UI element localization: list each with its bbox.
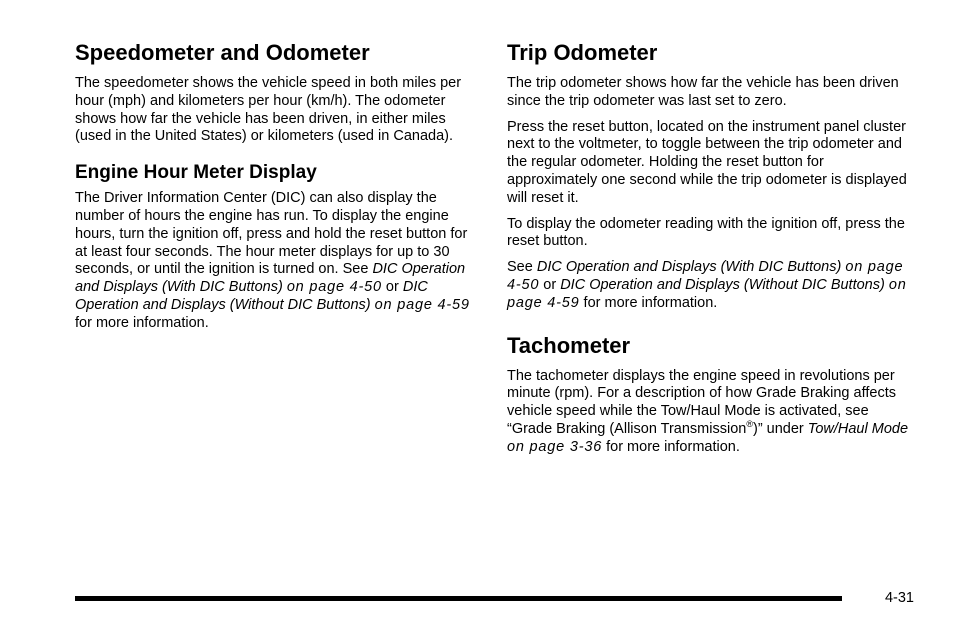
section-title-trip-odometer: Trip Odometer bbox=[507, 40, 658, 65]
section-title-tachometer: Tachometer bbox=[507, 332, 631, 358]
section-title-engine-hour-meter: Engine Hour Meter Display bbox=[75, 162, 317, 184]
left-column bbox=[75, 38, 475, 341]
tachometer-paragraph: The tachometer displays the engine speed in revolutions per minute (rpm). For a description of how Grade Braking affects vehicle speed while the Tow/Haul Mode is activated, see “Grade Braking (Allison Transmission®)” under Tow/Haul Mode on page 3-36 for more information. bbox=[507, 367, 909, 455]
cross-reference-dic-with-buttons[interactable]: DIC Operation and Displays (With DIC Buttons) on page 4-50 bbox=[507, 259, 904, 293]
cross-reference-tow-haul-mode[interactable]: Tow/Haul Mode on page 3-36 bbox=[507, 420, 909, 455]
right-column bbox=[507, 38, 912, 465]
trip-paragraph-3: To display the odometer reading with the ignition off, press the reset button. bbox=[507, 215, 905, 250]
trip-paragraph-1: The trip odometer shows how far the vehicle has been driven since the trip odometer was last set to zero. bbox=[507, 75, 899, 109]
engine-hour-paragraph: The Driver Information Center (DIC) can also display the number of hours the engine has run. To display the engine hours, turn the ignition off, press and hold the reset button for at least four seconds. The hour meter displays for up to 30 seconds, or until the ignition is turned on. See DIC Operation and Displays (With DIC Buttons) on page 4-50 or DIC Operation and Displays (Without DIC Buttons) on page 4-59 for more information. bbox=[75, 190, 470, 331]
cross-reference-dic-with-buttons[interactable]: DIC Operation and Displays (With DIC Buttons) on page 4-50 bbox=[75, 261, 466, 296]
page-number: 4-31 bbox=[884, 590, 914, 606]
speedometer-paragraph: The speedometer shows the vehicle speed in both miles per hour (mph) and kilometers per hour (km/h). The odometer shows how far the vehicle has been driven, in either miles (used in the United States) or kilometers (used in Canada). bbox=[75, 75, 462, 145]
cross-reference-dic-without-buttons[interactable]: DIC Operation and Displays (Without DIC Buttons) on page 4-59 bbox=[75, 279, 470, 313]
footer-rule bbox=[75, 596, 842, 601]
registered-mark: ® bbox=[746, 419, 753, 430]
engine-hour-text: The Driver Information Center (DIC) can also display the number of hours the engine has run. To display the engine hours, turn the ignition off, press and hold the reset button for at least four seconds. The hour meter displays for up to 30 seconds, or until the ignition is turned on. See bbox=[75, 190, 468, 278]
trip-paragraph-2: Press the reset button, located on the instrument panel cluster next to the voltmeter, to toggle between the trip odometer and the regular odometer. Holding the reset button for approximately one second while the trip odometer is displayed will reset it. bbox=[507, 118, 907, 206]
cross-reference-dic-without-buttons[interactable]: DIC Operation and Displays (Without DIC Buttons) on page 4-59 bbox=[507, 276, 907, 311]
section-title-speedometer: Speedometer and Odometer bbox=[75, 40, 370, 65]
trip-paragraph-4: See DIC Operation and Displays (With DIC Buttons) on page 4-50 or DIC Operation and Displays (Without DIC Buttons) on page 4-59 for more information. bbox=[507, 259, 907, 311]
